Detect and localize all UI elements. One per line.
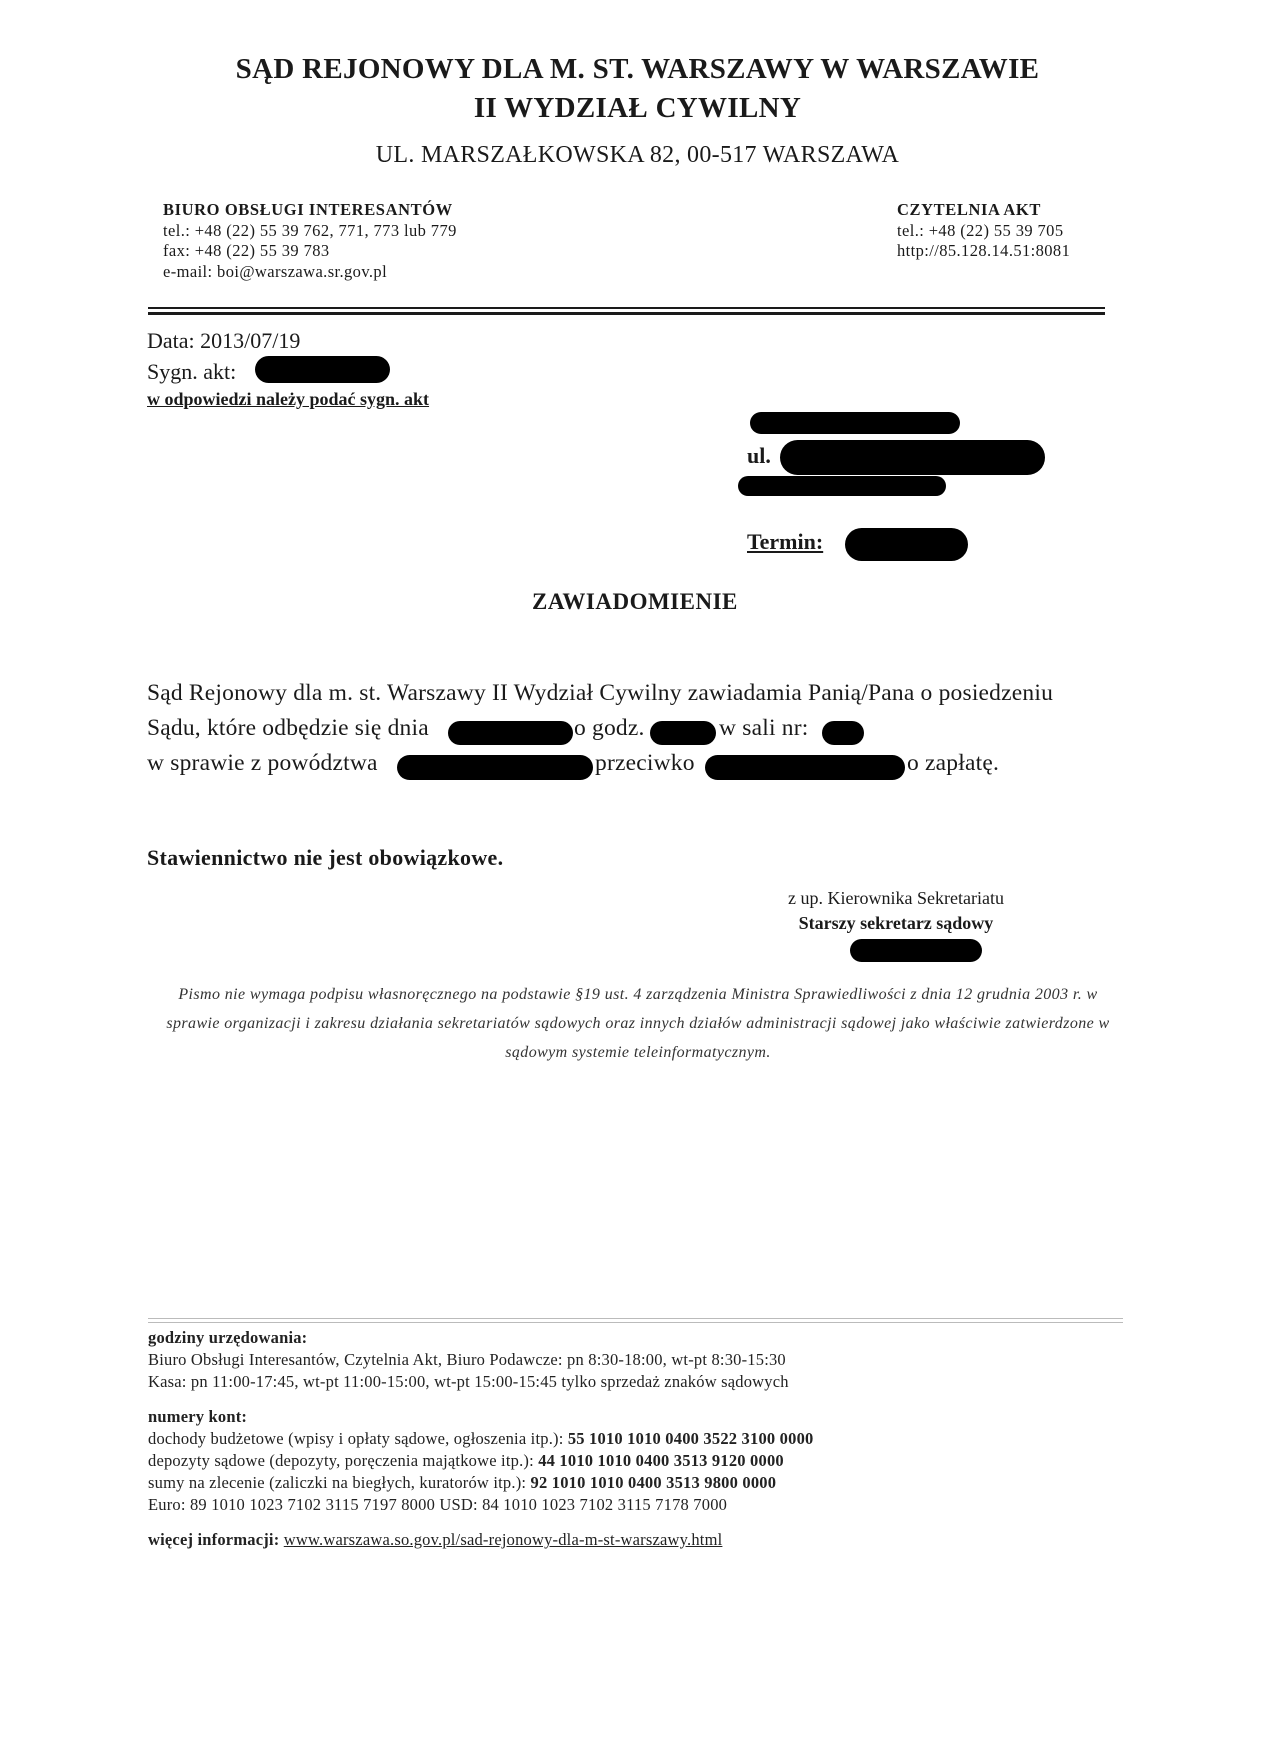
- redaction-defendant: [705, 755, 905, 780]
- account-2-label: depozyty sądowe (depozyty, poręczenia majątkowe itp.):: [148, 1451, 539, 1470]
- redaction-plaintiff: [397, 755, 593, 780]
- footer-more-info: [148, 1529, 722, 1551]
- redaction-signatory: [850, 939, 982, 962]
- notice-line-2-room-label: w sali nr:: [719, 715, 809, 741]
- account-row-2: [148, 1450, 813, 1472]
- czytelnia-title: CZYTELNIA AKT: [897, 200, 1041, 219]
- accounts-title: numery kont:: [148, 1407, 248, 1426]
- hours-line-1: Biuro Obsługi Interesantów, Czytelnia Akt, Biuro Podawcze: pn 8:30-18:00, wt-pt 8:30-15:30: [148, 1350, 786, 1369]
- account-row-3: [148, 1472, 813, 1494]
- more-info-label: więcej informacji:: [148, 1530, 284, 1549]
- header-rule-thin: [148, 307, 1105, 309]
- redaction-hearing-date: [448, 721, 573, 745]
- account-3-number: 92 1010 1010 0400 3513 9800 0000: [530, 1473, 777, 1492]
- boi-fax: fax: +48 (22) 55 39 783: [163, 241, 330, 260]
- hours-line-2: Kasa: pn 11:00-17:45, wt-pt 11:00-15:00, wt-pt 15:00-15:45 tylko sprzedaż znaków sądowych: [148, 1372, 789, 1391]
- case-signature-label: Sygn. akt:: [147, 359, 237, 384]
- more-info-link[interactable]: www.warszawa.so.gov.pl/sad-rejonowy-dla-m-st-warszawy.html: [283, 1530, 723, 1549]
- account-2-number: 44 1010 1010 0400 3513 9120 0000: [538, 1451, 784, 1470]
- header-rule-thick: [148, 312, 1105, 315]
- document-date: Data: 2013/07/19: [147, 328, 301, 353]
- boi-email: e-mail: boi@warszawa.sr.gov.pl: [163, 261, 388, 281]
- signature-line-1: z up. Kierownika Sekretariatu: [788, 888, 1004, 908]
- notice-line-2-time-label: o godz.: [574, 715, 645, 741]
- account-row-1: [148, 1428, 813, 1450]
- boi-tel: tel.: +48 (22) 55 39 762, 771, 773 lub 779: [163, 220, 457, 240]
- czytelnia-url: http://85.128.14.51:8081: [897, 241, 1071, 260]
- redaction-addressee-name: [750, 412, 960, 434]
- court-name: SĄD REJONOWY DLA M. ST. WARSZAWY W WARSZAWIE: [235, 53, 1040, 85]
- footer-rule-2: [148, 1322, 1123, 1323]
- legal-note: Pismo nie wymaga podpisu własnoręcznego na podstawie §19 ust. 4 zarządzenia Ministra Sprawiedliwości z dnia 12 grudnia 2003 r. w sprawie organizacji i zakresu działania sekretariatów sądowych oraz innych działów administracji sądowej jako właściwie zatwierdzone w sądowym systemie teleinformatycznym.: [166, 986, 1110, 1061]
- notice-line-3-start: w sprawie z powództwa: [147, 750, 378, 776]
- court-division: II WYDZIAŁ CYWILNY: [473, 92, 802, 124]
- signature-line-2: Starszy sekretarz sądowy: [798, 913, 994, 933]
- account-1-number: 55 1010 1010 0400 3522 3100 0000: [567, 1429, 814, 1448]
- reply-note: w odpowiedzi należy podać sygn. akt: [147, 389, 430, 409]
- footer-accounts: [148, 1406, 813, 1516]
- account-3-label: sumy na zlecenie (zaliczki na biegłych, kuratorów itp.):: [148, 1473, 531, 1492]
- czytelnia-tel: tel.: +48 (22) 55 39 705: [897, 220, 1064, 240]
- notice-line-2-start: Sądu, które odbędzie się dnia: [147, 715, 429, 741]
- notice-line-3-end: o zapłatę.: [907, 750, 1000, 776]
- hours-title: godziny urzędowania:: [148, 1328, 308, 1347]
- redaction-addressee-city: [738, 476, 946, 496]
- termin-label: Termin:: [747, 529, 824, 554]
- currency-accounts: Euro: 89 1010 1023 7102 3115 7197 8000 USD: 84 1010 1023 7102 3115 7178 7000: [148, 1495, 728, 1514]
- redaction-room-number: [822, 721, 864, 745]
- footer-hours: [148, 1327, 789, 1393]
- notice-title: ZAWIADOMIENIE: [532, 589, 738, 614]
- notice-line-1: Sąd Rejonowy dla m. st. Warszawy II Wydział Cywilny zawiadamia Panią/Pana o posiedzeniu: [147, 680, 1054, 706]
- czytelnia-contact: [897, 200, 1070, 262]
- footer-rule-1: [148, 1318, 1123, 1319]
- redaction-hearing-time: [650, 721, 716, 745]
- street-label: ul.: [747, 443, 771, 468]
- boi-contact: [163, 200, 457, 282]
- redaction-termin: [845, 528, 968, 561]
- court-address: UL. MARSZAŁKOWSKA 82, 00-517 WARSZAWA: [375, 142, 900, 168]
- notice-line-3-against: przeciwko: [595, 750, 695, 776]
- account-1-label: dochody budżetowe (wpisy i opłaty sądowe, ogłoszenia itp.):: [148, 1429, 568, 1448]
- boi-title: BIURO OBSŁUGI INTERESANTÓW: [163, 200, 453, 219]
- redaction-case-number: [255, 356, 390, 383]
- redaction-addressee-street: [780, 440, 1045, 475]
- attendance-note: Stawiennictwo nie jest obowiązkowe.: [147, 845, 504, 870]
